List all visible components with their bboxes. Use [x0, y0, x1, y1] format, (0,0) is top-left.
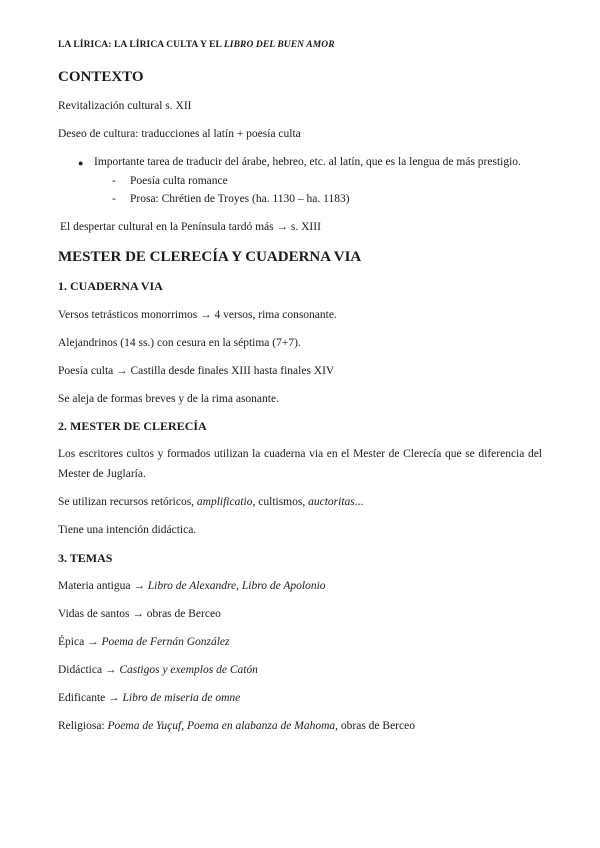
clerecia-line-intencion: Tiene una intención didáctica. [58, 524, 197, 536]
temas-line-3: Épica → Poema de Fernán González [58, 636, 230, 648]
contexto-line-3: El despertar cultural en la Península tardó más → s. XIII [60, 221, 321, 233]
subsection-title-cuaderna-via: 1. CUADERNA VIA [58, 279, 163, 293]
dash-icon: - [112, 193, 116, 205]
contexto-line-2: Deseo de cultura: traducciones al latín + poesía culta [58, 128, 301, 140]
subsection-title-temas: 3. TEMAS [58, 551, 113, 565]
cuaderna-line-1: Versos tetrásticos monorrimos → 4 versos, rima consonante. [58, 309, 337, 321]
cuaderna-line-3: Poesía culta → Castilla desde finales XIII hasta finales XIV [58, 365, 335, 377]
temas-line-6: Religiosa: Poema de Yuçuf, Poema en alabanza de Mahoma, obras de Berceo [58, 720, 415, 732]
contexto-line-1: Revitalización cultural s. XII [58, 100, 192, 112]
section-title-mester: MESTER DE CLERECÍA Y CUADERNA VIA [58, 249, 362, 265]
clerecia-paragraph-line-2: Mester de Juglaría. [58, 468, 146, 480]
cuaderna-line-2: Alejandrinos (14 ss.) con cesura en la séptima (7+7). [58, 337, 301, 349]
clerecia-paragraph-line-1: Los escritores cultos y formados utilizan la cuaderna via en el Mester de Clerecía que se diferencia del [58, 448, 542, 460]
temas-line-5: Edificante → Libro de miseria de omne [58, 692, 241, 704]
temas-line-1: Materia antigua → Libro de Alexandre, Libro de Apolonio [58, 580, 326, 592]
dash-icon: - [112, 175, 116, 187]
document-header: LA LÍRICA: LA LÍRICA CULTA Y EL LIBRO DEL BUEN AMOR [58, 40, 335, 50]
section-title-contexto: CONTEXTO [58, 69, 144, 85]
contexto-sub-item-1: Poesía culta romance [130, 175, 228, 187]
bullet-icon: ● [78, 158, 84, 168]
subsection-title-mester-clerecia: 2. MESTER DE CLERECÍA [58, 419, 207, 433]
clerecia-line-recursos: Se utilizan recursos retóricos, amplificatio, cultismos, auctoritas... [58, 496, 364, 508]
cuaderna-line-4: Se aleja de formas breves y de la rima asonante. [58, 393, 279, 405]
temas-line-2: Vidas de santos → obras de Berceo [58, 608, 221, 620]
contexto-bullet-text: Importante tarea de traducir del árabe, hebreo, etc. al latín, que es la lengua de más prestigio. [94, 156, 521, 168]
contexto-sub-item-2: Prosa: Chrétien de Troyes (ha. 1130 – ha. 1183) [130, 193, 350, 205]
temas-line-4: Didáctica → Castigos y exemplos de Catón [58, 664, 258, 676]
